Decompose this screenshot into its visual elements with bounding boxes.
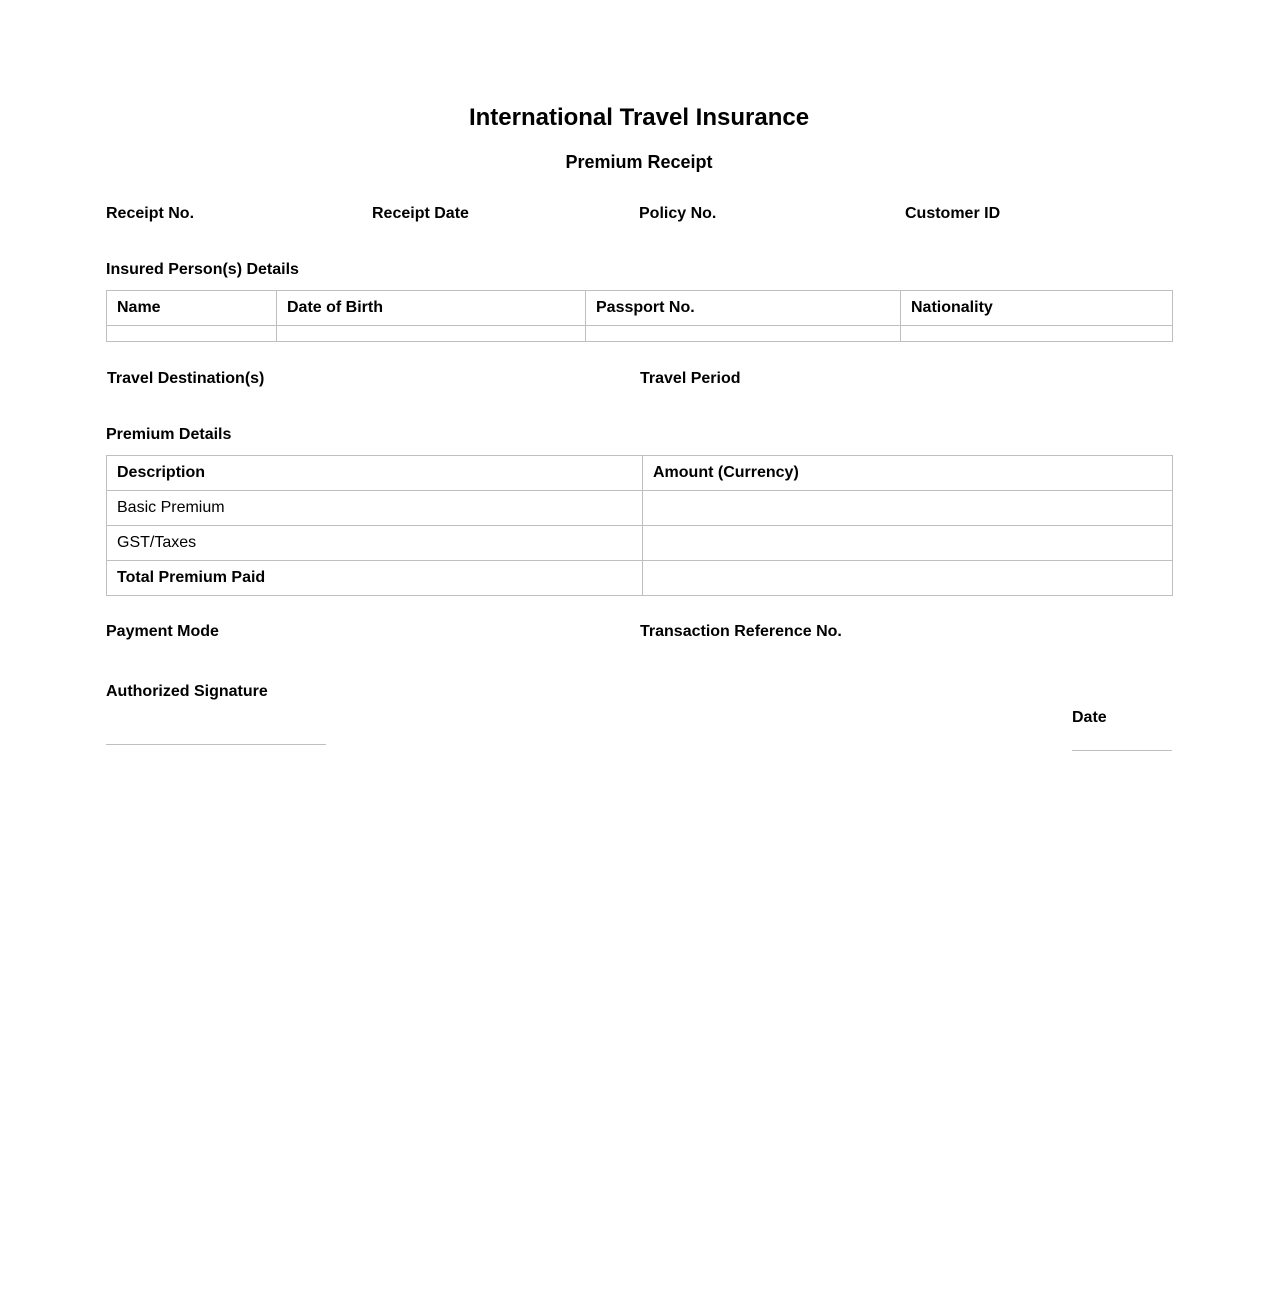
document-title: International Travel Insurance	[468, 104, 810, 131]
payment-mode-label: Payment Mode	[106, 623, 219, 640]
col-passport-no: Passport No.	[586, 291, 901, 326]
col-amount: Amount (Currency)	[643, 456, 1173, 491]
col-name: Name	[107, 291, 277, 326]
customer-id-label: Customer ID	[905, 205, 1001, 222]
document-subtitle: Premium Receipt	[565, 152, 713, 172]
col-description: Description	[107, 456, 643, 491]
insured-persons-table	[106, 290, 1173, 342]
date-label: Date	[1072, 709, 1107, 726]
receipt-no-label: Receipt No.	[106, 205, 195, 222]
table-row	[107, 526, 1173, 561]
policy-no-label: Policy No.	[639, 205, 717, 222]
dob-cell[interactable]	[277, 326, 586, 342]
nationality-cell[interactable]	[901, 326, 1173, 342]
col-date-of-birth: Date of Birth	[277, 291, 586, 326]
date-line[interactable]	[1072, 750, 1172, 751]
gst-taxes-label: GST/Taxes	[107, 526, 643, 561]
basic-premium-amount[interactable]	[643, 491, 1173, 526]
total-premium-label: Total Premium Paid	[107, 561, 643, 596]
total-premium-amount[interactable]	[643, 561, 1173, 596]
table-row	[107, 326, 1173, 342]
table-header-row	[107, 456, 1173, 491]
gst-taxes-amount[interactable]	[643, 526, 1173, 561]
col-nationality: Nationality	[901, 291, 1173, 326]
insured-section-title: Insured Person(s) Details	[106, 261, 299, 278]
premium-details-table	[106, 455, 1173, 596]
table-row	[107, 491, 1173, 526]
receipt-date-label: Receipt Date	[372, 205, 469, 222]
name-cell[interactable]	[107, 326, 277, 342]
authorized-signature-label: Authorized Signature	[106, 683, 268, 700]
travel-period-label: Travel Period	[640, 370, 741, 387]
travel-destination-label: Travel Destination(s)	[107, 370, 265, 387]
basic-premium-label: Basic Premium	[107, 491, 643, 526]
passport-cell[interactable]	[586, 326, 901, 342]
transaction-ref-label: Transaction Reference No.	[640, 623, 842, 640]
signature-line[interactable]	[106, 744, 326, 745]
table-row	[107, 561, 1173, 596]
table-header-row	[107, 291, 1173, 326]
premium-section-title: Premium Details	[106, 426, 232, 443]
